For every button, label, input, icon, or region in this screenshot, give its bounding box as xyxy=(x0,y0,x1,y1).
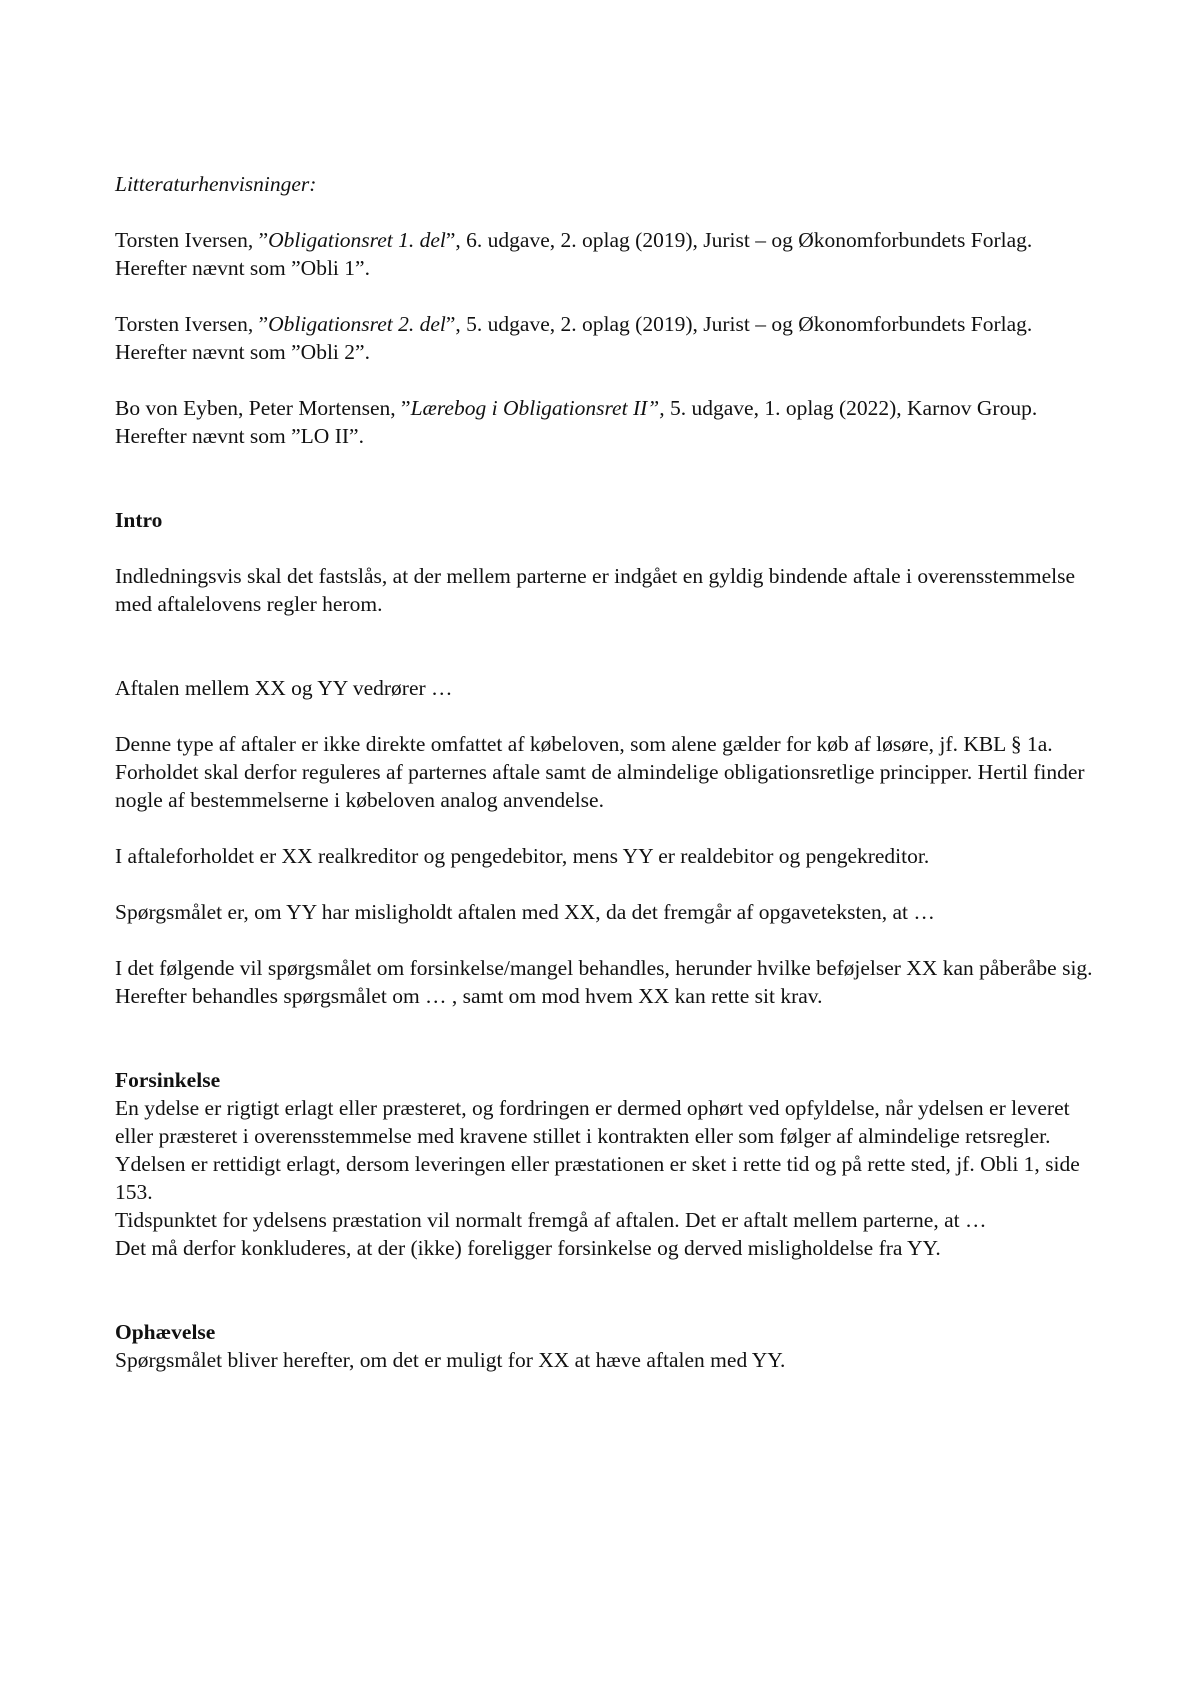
intro-paragraph: I det følgende vil spørgsmålet om forsinkelse/mangel behandles, herunder hvilke beføjelser XX kan påberåbe sig. xyxy=(115,956,1093,980)
intro-paragraph: Forholdet skal derfor reguleres af parternes aftale samt de almindelige obligationsretlige principper. Hertil finder nogle af bestemmelserne i købeloven analog anvendelse. xyxy=(115,760,1085,812)
intro-paragraph: Spørgsmålet er, om YY har misligholdt aftalen med XX, da det fremgår af opgaveteksten, at … xyxy=(115,900,935,924)
reference-authors: Torsten Iversen, ” xyxy=(115,312,269,336)
reference-title: Lærebog i Obligationsret II”, xyxy=(410,396,665,420)
reference-title: Obligationsret 1. del xyxy=(268,228,446,252)
forsinkelse-paragraph: En ydelse er rigtigt erlagt eller præsteret, og fordringen er dermed ophørt ved opfyldelse, når ydelsen er leveret eller præsteret i overensstemmelse med kravene stillet i kontrakten eller som følger af almindelige retsregler. xyxy=(115,1096,1070,1148)
reference-item xyxy=(115,310,1105,366)
intro-paragraph: Herefter behandles spørgsmålet om … , samt om mod hvem XX kan rette sit krav. xyxy=(115,984,823,1008)
reference-authors: Torsten Iversen, ” xyxy=(115,228,269,252)
intro-heading: Intro xyxy=(115,508,163,532)
reference-details: ”, 5. udgave, 2. oplag (2019), Jurist – og Økonomforbundets Forlag. Herefter nævnt som ”Obli 2”. xyxy=(115,312,1033,364)
reference-authors: Bo von Eyben, Peter Mortensen, ” xyxy=(115,396,411,420)
forsinkelse-paragraph: Ydelsen er rettidigt erlagt, dersom leveringen eller præstationen er sket i rette tid og på rette sted, jf. Obli 1, side 153. xyxy=(115,1152,1080,1204)
intro-paragraph: Denne type af aftaler er ikke direkte omfattet af købeloven, som alene gælder for køb af løsøre, jf. KBL § 1a. xyxy=(115,732,1053,756)
document-page xyxy=(115,170,1105,1374)
reference-details: 5. udgave, 1. oplag (2022), Karnov Group. Herefter nævnt som ”LO II”. xyxy=(115,396,1038,448)
ophaevelse-heading: Ophævelse xyxy=(115,1320,216,1344)
reference-title: Obligationsret 2. del xyxy=(268,312,446,336)
intro-paragraph: Aftalen mellem XX og YY vedrører … xyxy=(115,676,453,700)
reference-item xyxy=(115,394,1105,450)
reference-item xyxy=(115,226,1105,282)
reference-details: ”, 6. udgave, 2. oplag (2019), Jurist – og Økonomforbundets Forlag. Herefter nævnt som ”Obli 1”. xyxy=(115,228,1033,280)
intro-paragraph: I aftaleforholdet er XX realkreditor og pengedebitor, mens YY er realdebitor og pengekreditor. xyxy=(115,844,930,868)
ophaevelse-paragraph: Spørgsmålet bliver herefter, om det er muligt for XX at hæve aftalen med YY. xyxy=(115,1348,786,1372)
intro-paragraph: Indledningsvis skal det fastslås, at der mellem parterne er indgået en gyldig bindende aftale i overensstemmelse med aftalelovens regler herom. xyxy=(115,564,1076,616)
forsinkelse-heading: Forsinkelse xyxy=(115,1068,221,1092)
forsinkelse-paragraph: Tidspunktet for ydelsens præstation vil normalt fremgå af aftalen. Det er aftalt mellem parterne, at … xyxy=(115,1208,987,1232)
references-heading: Litteraturhenvisninger: xyxy=(115,172,317,196)
forsinkelse-paragraph: Det må derfor konkluderes, at der (ikke) foreligger forsinkelse og derved misligholdelse fra YY. xyxy=(115,1236,941,1260)
